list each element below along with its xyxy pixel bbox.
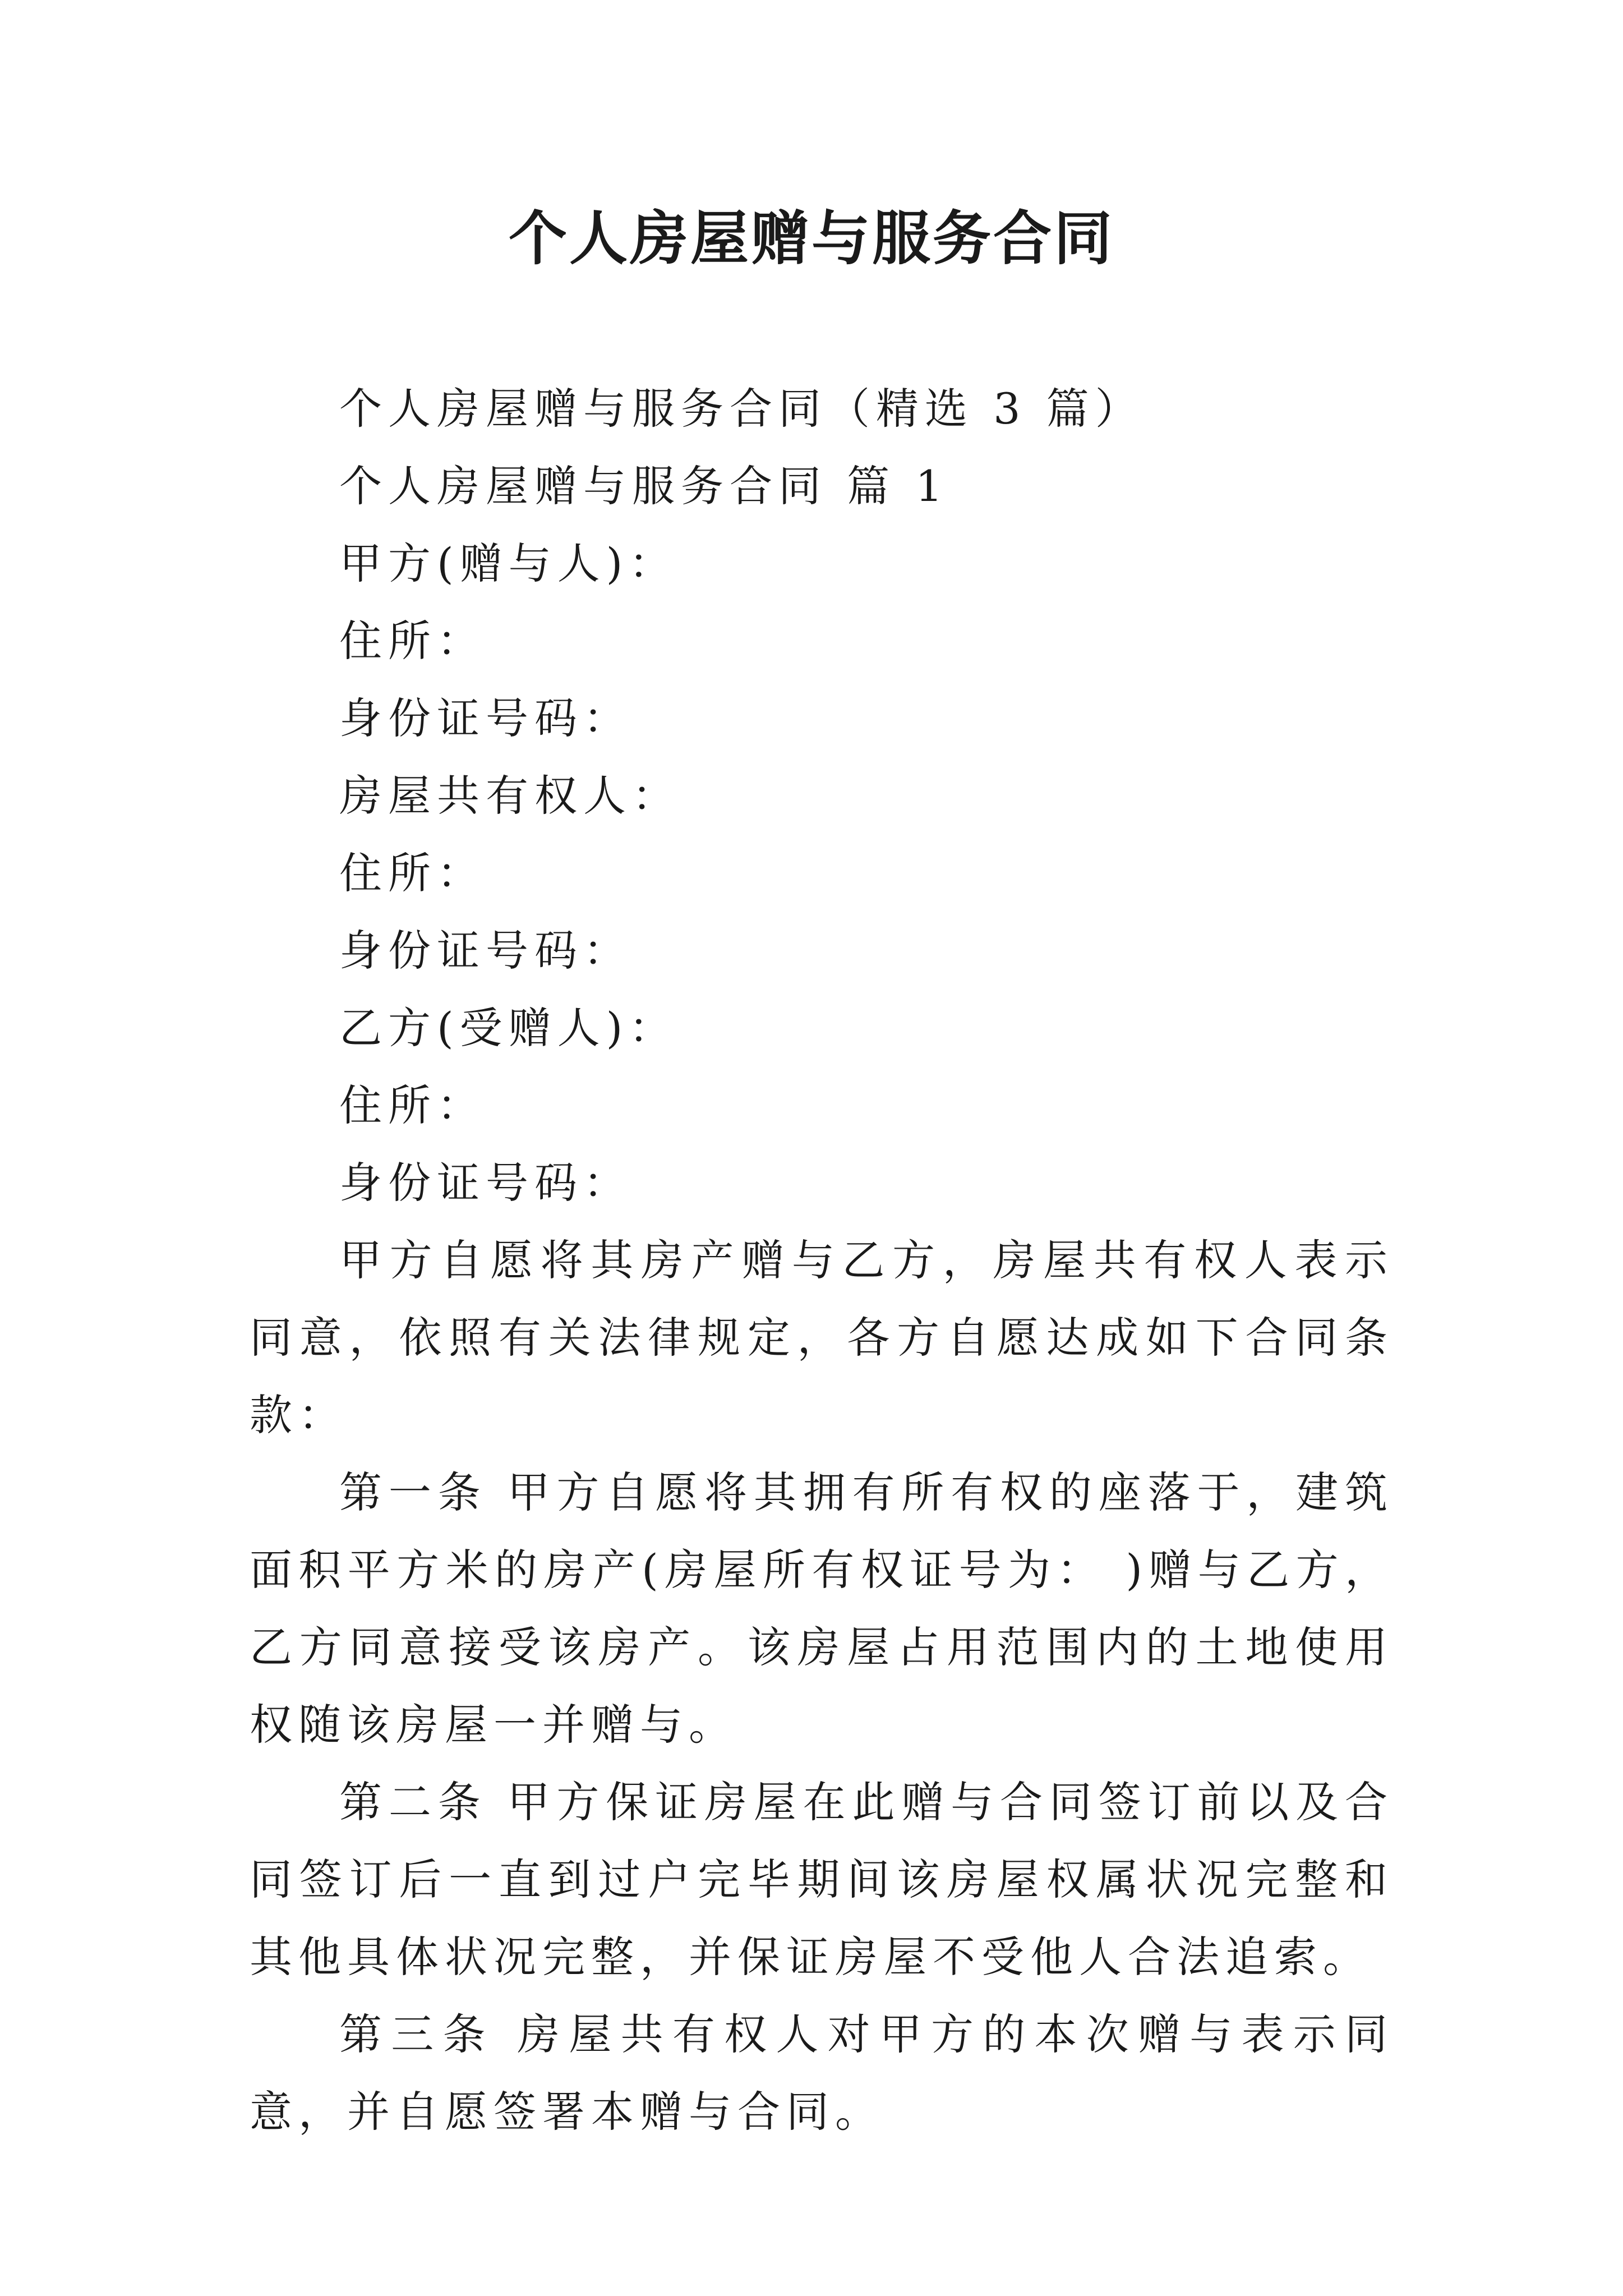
party-b-address-label: 住所： — [339, 1080, 486, 1130]
document-title: 个人房屋赠与服务合同 — [508, 204, 1114, 273]
article-1-paragraph: 第一条 甲方自愿将其拥有所有权的座落于，建筑面积平方米的房产(房屋所有权证号为： )赠与乙方，乙方同意接受该房产。该房屋占用范围内的土地使用权随该房屋一并赠与。 — [250, 1467, 1394, 1750]
article-3-paragraph: 第三条 房屋共有权人对甲方的本次赠与表示同意，并自愿签署本赠与合同。 — [250, 2009, 1394, 2137]
party-b-label: 乙方(受赠人)： — [339, 1003, 678, 1053]
article-2-paragraph: 第二条 甲方保证房屋在此赠与合同签订前以及合同签订后一直到过户完毕期间该房屋权属状况完整和其他具体状况完整，并保证房屋不受他人合法追索。 — [250, 1777, 1394, 1982]
party-a-address-label: 住所： — [339, 616, 486, 666]
section-heading: 个人房屋赠与服务合同 篇 1 — [339, 461, 949, 511]
subtitle-line: 个人房屋赠与服务合同（精选 3 篇） — [339, 384, 1144, 434]
co-owner-address-label: 住所： — [339, 848, 486, 898]
co-owner-id-label: 身份证号码： — [339, 926, 632, 976]
co-owner-label: 房屋共有权人： — [339, 771, 681, 821]
document-body — [250, 370, 1394, 2151]
party-a-id-label: 身份证号码： — [339, 693, 632, 743]
intro-paragraph: 甲方自愿将其房产赠与乙方，房屋共有权人表示同意，依照有关法律规定，各方自愿达成如下合同条款： — [250, 1235, 1394, 1440]
party-b-id-label: 身份证号码： — [339, 1158, 632, 1208]
party-a-label: 甲方(赠与人)： — [339, 539, 678, 588]
